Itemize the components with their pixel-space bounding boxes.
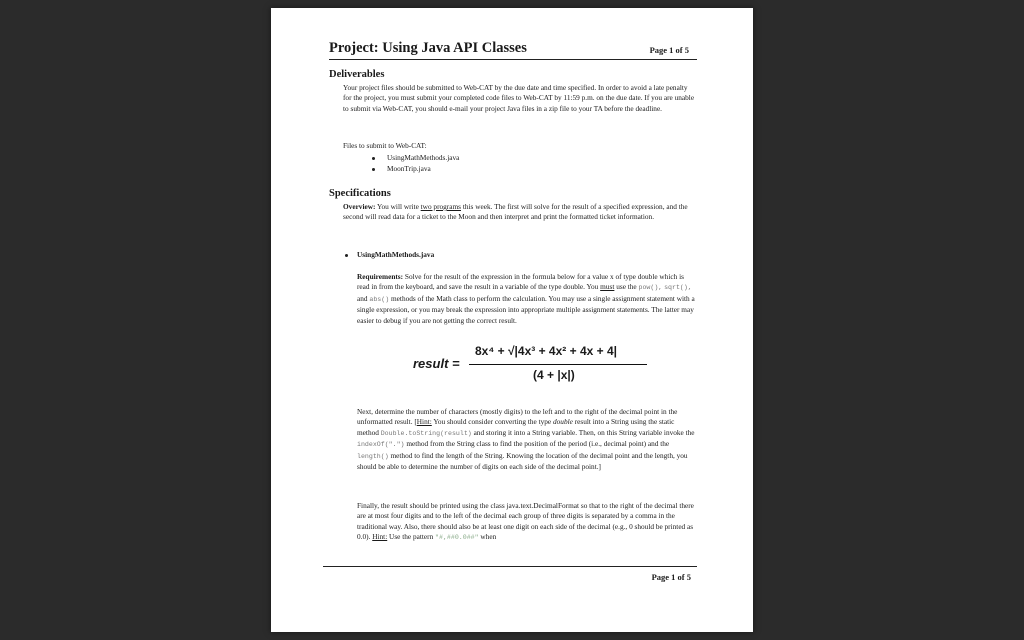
next-text: Next, determine the number of characters (mostly digits) to the left and to the right of the decimal point in the unformatted result. [ <box>357 407 678 427</box>
header-page-number: Page 1 of 5 <box>649 45 689 55</box>
next-text: and storing it into a String variable. Then, on this String variable invoke the <box>473 427 695 437</box>
code-pattern: "#,##0.0##" <box>435 534 479 542</box>
result-formula <box>413 344 685 388</box>
hint-label: Hint: <box>416 417 432 427</box>
specifications-heading: Specifications <box>329 188 391 199</box>
next-text: method to find the length of the String. Knowing the location of the decimal point and the length, you should be able to determine the number of digits on each side of the decimal point.] <box>357 450 688 472</box>
requirements-label: Requirements: <box>357 272 404 281</box>
bullet-icon <box>345 254 348 257</box>
code-indexof: indexOf(".") <box>357 441 405 449</box>
hint-label: Hint: <box>372 532 388 542</box>
final-text: Use the pattern <box>389 532 434 542</box>
requirements-paragraph <box>357 272 697 326</box>
requirements-text: and <box>357 293 368 303</box>
requirements-text: methods of the Math class to perform the calculation. You may use a single assignment statement with a single expression, or you may break the expression into appropriate multiple assignment statements. The latter may easier to debug if you are not getting the correct result. <box>357 293 695 325</box>
code-pow: pow(), <box>638 284 663 292</box>
final-text: when <box>480 532 497 542</box>
overview-label: Overview: <box>343 202 376 211</box>
code-double-tostring: Double.toString(result) <box>380 429 472 437</box>
footer-page-number: Page 1 of 5 <box>651 572 691 582</box>
deliverables-text: Your project files should be submitted to Web-CAT by the due date and time specified. In order to avoid a late penalty for the project, you must submit your completed code files to Web-CAT by 11:59 p.m. on the due date. If you are unable to submit via Web-CAT, you should e-mail your project Java files in a zip file to your TA before the deadline. <box>343 83 695 113</box>
page-header <box>329 40 697 60</box>
files-intro: Files to submit to Web-CAT: <box>343 141 427 150</box>
bullet-icon <box>372 168 375 171</box>
deliverables-heading: Deliverables <box>329 69 385 80</box>
overview-text: this week. The first will solve for the result of a specified expression, and the second will read data for a ticket to the Moon and then interpret and print the formatted ticket information. <box>343 202 688 222</box>
formula-lhs: result = <box>413 356 460 371</box>
file-item: UsingMathMethods.java <box>387 153 460 162</box>
document-title: Project: Using Java API Classes <box>329 40 527 56</box>
final-paragraph <box>357 501 697 544</box>
next-paragraph <box>357 407 697 472</box>
overview-paragraph <box>343 202 697 223</box>
formula-denominator: (4 + |x|) <box>533 368 575 382</box>
file-item: MoonTrip.java <box>387 164 431 173</box>
code-sqrt: sqrt(), <box>664 284 692 292</box>
overview-text: You will write <box>376 202 419 211</box>
double-keyword: double <box>553 417 573 427</box>
next-text: You should consider converting the type <box>433 417 552 427</box>
section-title: UsingMathMethods.java <box>357 250 435 259</box>
code-abs: abs() <box>369 295 390 303</box>
next-text: method from the String class to find the position of the period (i.e., decimal point) and the <box>406 439 670 449</box>
final-text: Finally, the result should be printed using the class java.text.DecimalFormat so that to the right of the decimal there are at most four digits and to the left of the decimal each group of three digits is separated by a comma in the traditional way. Also, there should also be at least one digit on each side of the decimal (e.g., 0 should be printed as 0.0). <box>357 501 694 542</box>
requirements-text: use the <box>616 282 637 292</box>
bullet-icon <box>372 157 375 160</box>
next-text: result into a String using the static method <box>357 417 675 437</box>
document-page <box>271 8 753 632</box>
overview-underlined: two programs <box>420 202 461 211</box>
fraction-bar <box>469 364 647 365</box>
requirements-must: must <box>600 282 615 292</box>
requirements-text: Solve for the result of the expression in the formula below for a value x of type double which is read in from the keyboard, and save the result in a variable of the type double. You <box>357 272 684 292</box>
formula-numerator: 8x⁴ + √|4x³ + 4x² + 4x + 4| <box>475 344 617 358</box>
code-length: length() <box>357 452 389 460</box>
footer-rule <box>323 566 697 567</box>
